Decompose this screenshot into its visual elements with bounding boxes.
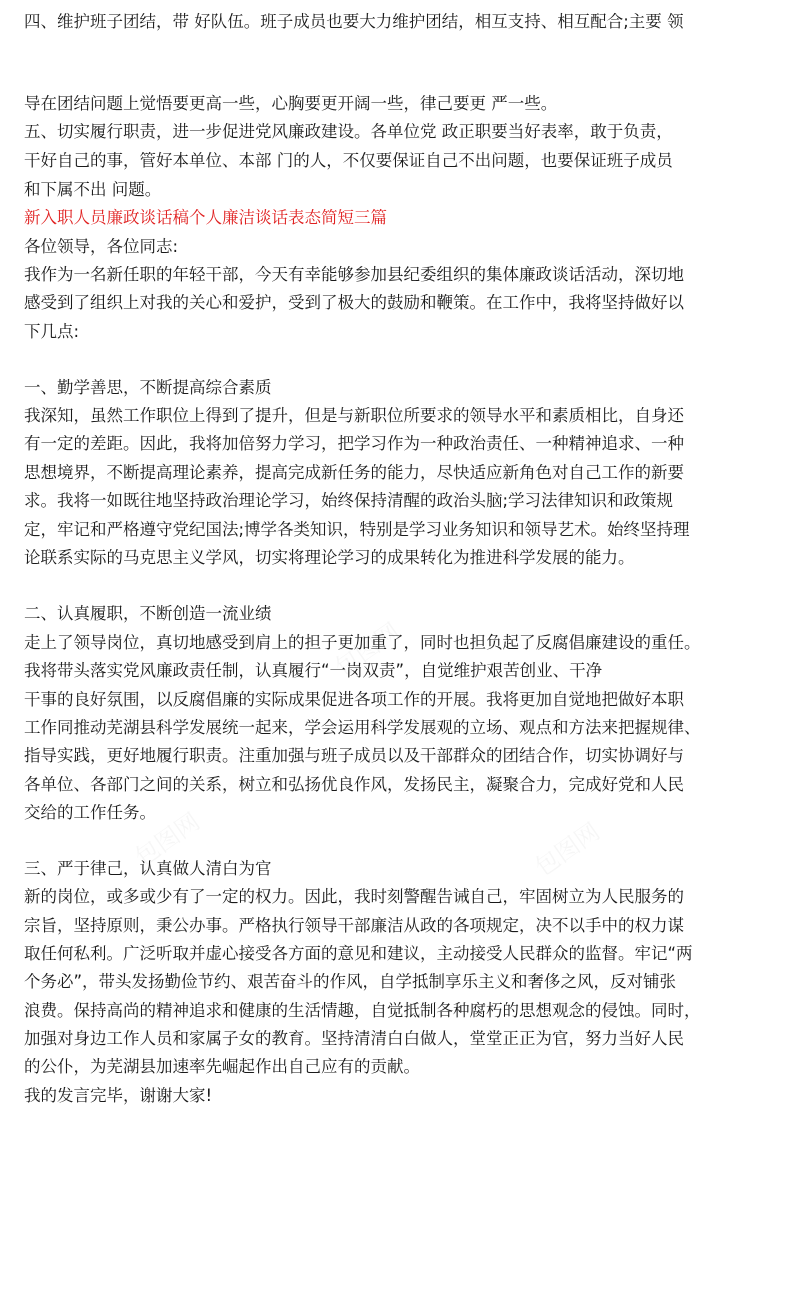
paragraph-line: 思想境界，不断提高理论素养，提高完成新任务的能力，尽快适应新角色对自己工作的新要 (24, 463, 684, 482)
paragraph-line: 有一定的差距。因此，我将加倍努力学习，把学习作为一种政治责任、一种精神追求、一种 (24, 434, 684, 453)
section-heading: 一、勤学善思，不断提高综合素质 (24, 378, 272, 397)
paragraph-line: 的公仆，为芜湖县加速率先崛起作出自己应有的贡献。 (24, 1057, 420, 1076)
paragraph-line: 新的岗位，或多或少有了一定的权力。因此，我时刻警醒告诫自己，牢固树立为人民服务的 (24, 887, 684, 906)
paragraph-line: 各单位、各部门之间的关系，树立和弘扬优良作风，发扬民主，凝聚合力，完成好党和人民 (24, 775, 684, 794)
paragraph-line: 导在团结问题上觉悟要更高一些，心胸要更开阔一些，律己要更 严一些。 (24, 94, 558, 113)
paragraph-line: 下几点: (24, 322, 80, 341)
paragraph-line: 我作为一名新任职的年轻干部，今天有幸能够参加县纪委组织的集体廉政谈话活动，深切地 (24, 265, 684, 284)
closing-line: 我的发言完毕，谢谢大家! (24, 1086, 213, 1105)
section-heading: 三、严于律己，认真做人清白为官 (24, 859, 272, 878)
paragraph-line: 五、切实履行职责，进一步促进党风廉政建设。各单位党 政正职要当好表率，敢于负责， (24, 122, 673, 141)
paragraph-line: 取任何私利。广泛听取并虚心接受各方面的意见和建议，主动接受人民群众的监督。牢记“两 (24, 944, 693, 963)
paragraph-line: 四、维护班子团结，带 好队伍。班子成员也要大力维护团结，相互支持、相互配合;主要 领 (24, 12, 684, 31)
paragraph-line: 个务必”，带头发扬勤俭节约、艰苦奋斗的作风，自学抵制享乐主义和奢侈之风，反对铺张 (24, 972, 677, 991)
paragraph-line: 宗旨，坚持原则，秉公办事。严格执行领导干部廉洁从政的各项规定，决不以手中的权力谋 (24, 916, 684, 935)
salutation: 各位领导，各位同志: (24, 237, 179, 256)
article-title: 新入职人员廉政谈话稿个人廉洁谈话表态简短三篇 (24, 208, 387, 227)
paragraph-line: 交给的工作任务。 (24, 803, 156, 822)
paragraph-line: 走上了领导岗位，真切地感受到肩上的担子更加重了，同时也担负起了反腐倡廉建设的重任。 (24, 633, 701, 652)
paragraph-line: 求。我将一如既往地坚持政治理论学习，始终保持清醒的政治头脑;学习法律知识和政策规 (24, 491, 674, 510)
paragraph-line: 浪费。保持高尚的精神追求和健康的生活情趣，自觉抵制各种腐朽的思想观念的侵蚀。同时， (24, 1001, 701, 1020)
paragraph-line: 和下属不出 问题。 (24, 180, 162, 199)
paragraph-line: 我深知，虽然工作职位上得到了提升，但是与新职位所要求的领导水平和素质相比，自身还 (24, 406, 684, 425)
paragraph-line: 定，牢记和严格遵守党纪国法;博学各类知识，特别是学习业务知识和领导艺术。始终坚持理 (24, 520, 690, 539)
paragraph-line: 感受到了组织上对我的关心和爱护，受到了极大的鼓励和鞭策。在工作中，我将坚持做好以 (24, 293, 684, 312)
paragraph-line: 指导实践，更好地履行职责。注重加强与班子成员以及干部群众的团结合作，切实协调好与 (24, 746, 684, 765)
paragraph-line: 干好自己的事，管好本单位、本部 门的人，不仅要保证自己不出问题，也要保证班子成员 (24, 151, 673, 170)
section-heading: 二、认真履职，不断创造一流业绩 (24, 604, 272, 623)
paragraph-line: 工作同推动芜湖县科学发展统一起来，学会运用科学发展观的立场、观点和方法来把握规律、 (24, 718, 701, 737)
paragraph-line: 我将带头落实党风廉政责任制，认真履行“一岗双责”，自觉维护艰苦创业、干净 (24, 661, 603, 680)
paragraph-line: 论联系实际的马克思主义学风，切实将理论学习的成果转化为推进科学发展的能力。 (24, 548, 635, 567)
paragraph-line: 干事的良好氛围，以反腐倡廉的实际成果促进各项工作的开展。我将更加自觉地把做好本职 (24, 690, 684, 709)
paragraph-line: 加强对身边工作人员和家属子女的教育。坚持清清白白做人，堂堂正正为官，努力当好人民 (24, 1029, 684, 1048)
